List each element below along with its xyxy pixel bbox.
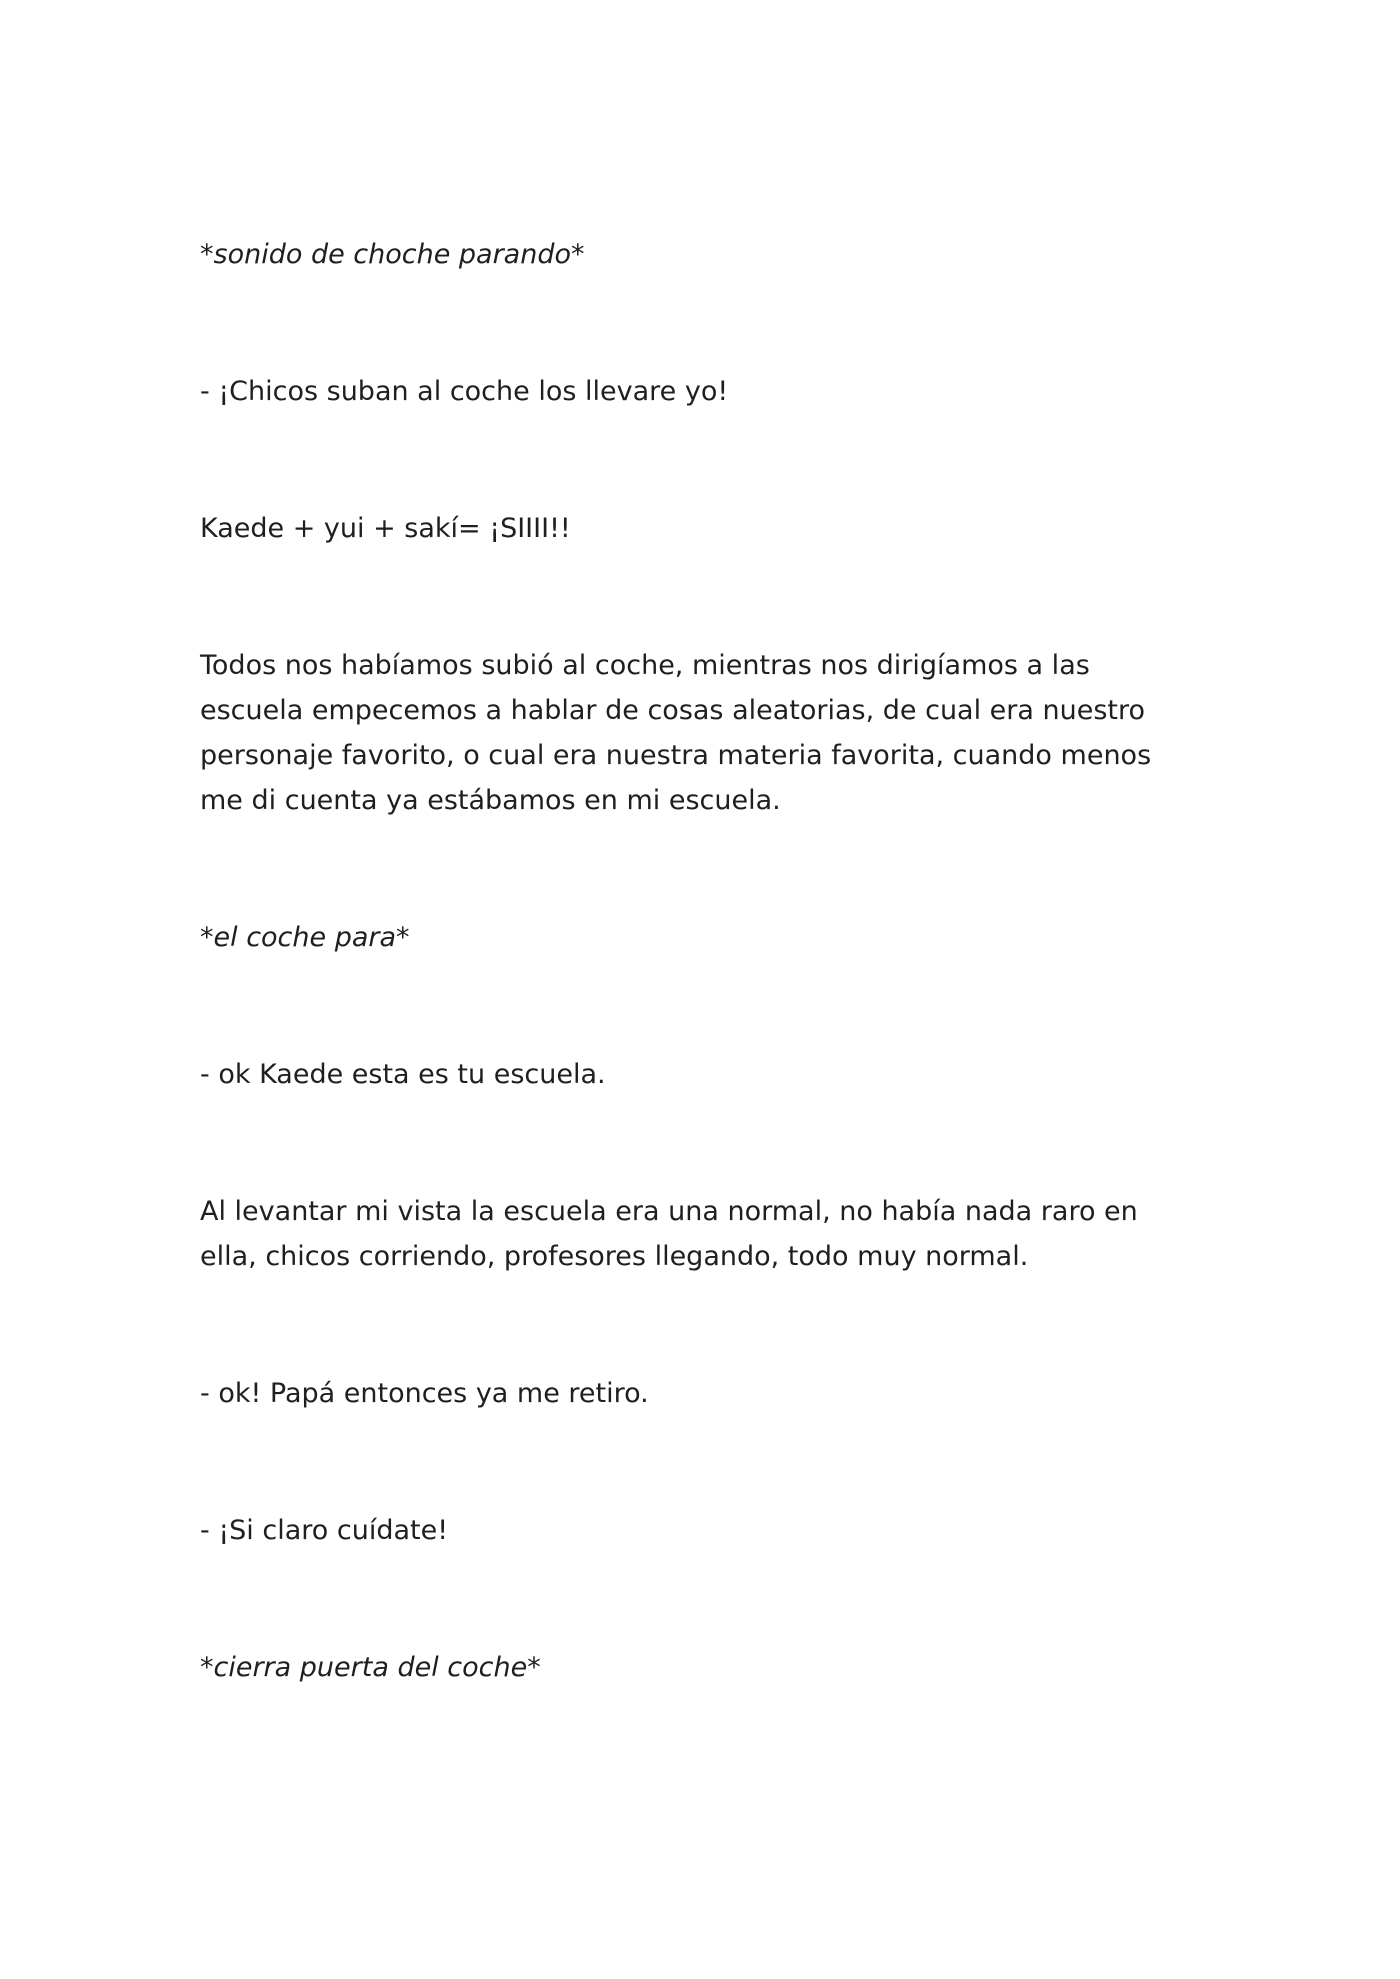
sound-effect-car-stopping: *sonido de choche parando* [200, 239, 585, 270]
dialogue-line-get-in-car: - ¡Chicos suban al coche los llevare yo! [200, 376, 729, 407]
sound-effect-car-stops: *el coche para* [200, 922, 410, 953]
dialogue-line-leaving: - ok! Papá entonces ya me retiro. [200, 1378, 649, 1409]
sound-effect-door-closes: *cierra puerta del coche* [200, 1652, 541, 1683]
dialogue-line-kids-reply: Kaede + yui + sakí= ¡SIIII!! [200, 513, 571, 544]
narration-paragraph-car-ride: Todos nos habíamos subió al coche, mientras nos dirigíamos a las escuela empecemos a hablar de cosas aleatorias, de cual era nuestro personaje favorito, o cual era nuestra materia favorita, cuando menos me di cuenta ya estábamos en mi escuela. [200, 650, 1152, 816]
narration-paragraph-school-view: Al levantar mi vista la escuela era una normal, no había nada raro en ella, chicos corriendo, profesores llegando, todo muy normal. [200, 1196, 1138, 1272]
dialogue-line-this-is-school: - ok Kaede esta es tu escuela. [200, 1059, 606, 1090]
dialogue-line-take-care: - ¡Si claro cuídate! [200, 1515, 449, 1546]
document-body [200, 232, 1200, 1690]
